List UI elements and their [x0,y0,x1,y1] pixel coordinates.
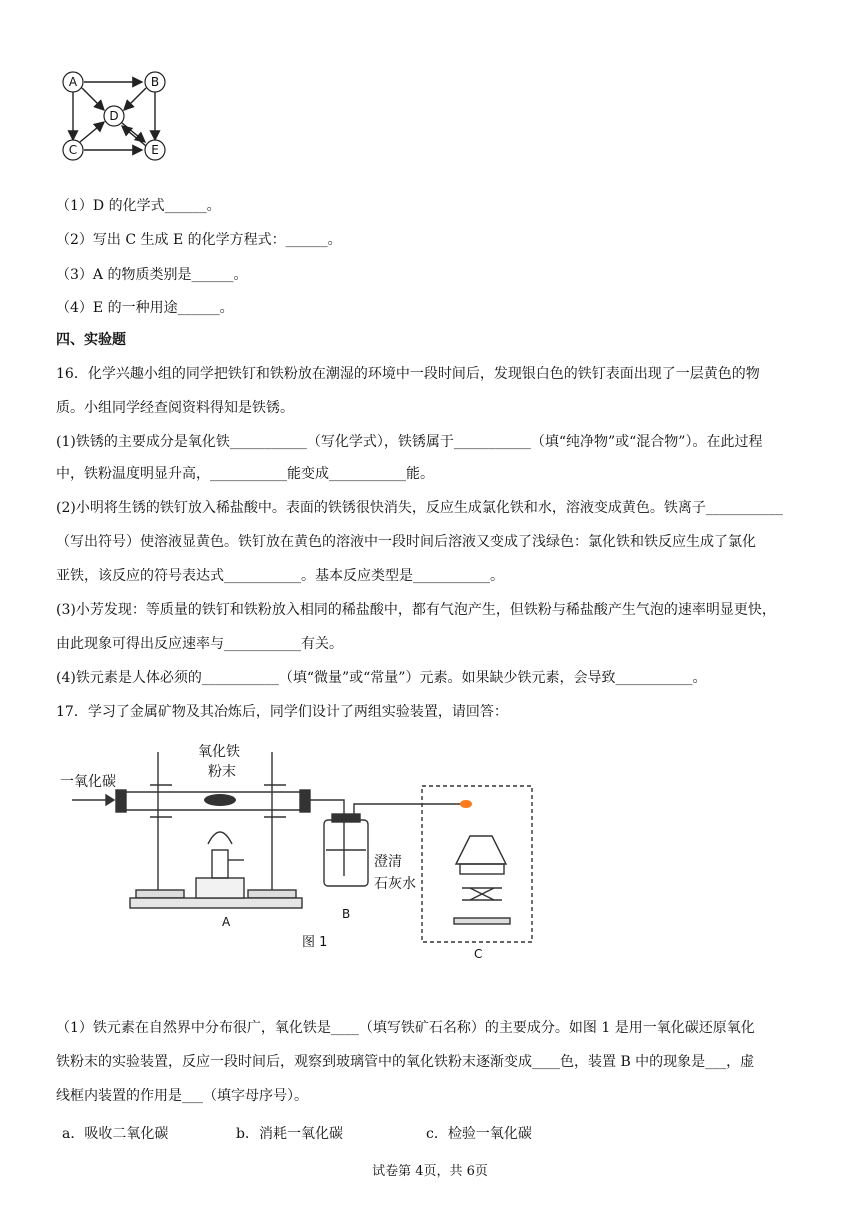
label-fe2o3-1: 氧化铁 [198,744,240,760]
label-fe2o3-2: 粉末 [208,764,236,780]
q15-item-3: （3）A 的物质类别是______。 [56,267,248,283]
node-d: D [109,109,119,123]
section-heading: 四、实验题 [56,332,126,348]
page-footer: 试卷第 4页，共 6页 [372,1164,488,1179]
q16-part4-line-1: (4)铁元素是人体必须的___________（填“微量”或“常量”）元素。如果缺少铁元素，会导致___________。 [56,670,707,686]
q17-part1-line-1: （1）铁元素在自然界中分布很广，氧化铁是____（填写铁矿石名称）的主要成分。如图 1 是用一氧化碳还原氧化 [56,1020,755,1036]
relationship-diagram [58,66,173,166]
apparatus-figure [58,740,538,968]
figure-caption: 图 1 [302,935,328,950]
q17-part1-line-3: 线框内装置的作用是___（填字母序号）。 [56,1088,308,1104]
option-c: c．检验一氧化碳 [426,1126,532,1142]
label-c: C [474,947,483,961]
label-limewater-2: 石灰水 [374,876,416,892]
q16-part3-line-1: (3)小芳发现：等质量的铁钉和铁粉放入相同的稀盐酸中，都有气泡产生，但铁粉与稀盐酸产生气泡的速率明显更快， [56,602,776,618]
q16-part3-line-2: 由此现象可得出反应速率与___________有关。 [56,636,343,652]
label-limewater-1: 澄清 [374,854,402,870]
label-a: A [222,915,231,929]
q16-part2-line-1: (2)小明将生锈的铁钉放入稀盐酸中。表面的铁锈很快消失，反应生成氯化铁和水，溶液变成黄色。铁离子___________ [56,500,783,516]
option-b: b．消耗一氧化碳 [236,1126,343,1142]
q17-intro: 17．学习了金属矿物及其冶炼后，同学们设计了两组实验装置，请回答： [56,704,508,720]
q17-part1-line-2: 铁粉末的实验装置，反应一段时间后，观察到玻璃管中的氧化铁粉末逐渐变成____色，装置 B 中的现象是___，虚 [56,1054,755,1070]
node-a: A [68,75,78,89]
q16-intro-line-2: 质。小组同学经查阅资料得知是铁锈。 [56,400,294,416]
node-b: B [150,75,160,89]
q15-item-1: （1）D 的化学式______。 [56,198,221,214]
q16-part2-line-3: 亚铁，该反应的符号表达式___________。基本反应类型是___________。 [56,568,504,584]
q16-part2-line-2: （写出符号）使溶液显黄色。铁钉放在黄色的溶液中一段时间后溶液又变成了浅绿色：氯化铁和铁反应生成了氯化 [56,534,756,550]
q16-part1-line-2: 中，铁粉温度明显升高，___________能变成___________能。 [56,466,434,482]
q16-intro-line-1: 16．化学兴趣小组的同学把铁钉和铁粉放在潮湿的环境中一段时间后，发现银白色的铁钉表面出现了一层黄色的物 [56,366,760,382]
q15-item-4: （4）E 的一种用途______。 [56,300,234,316]
q15-item-2: （2）写出 C 生成 E 的化学方程式：______。 [56,232,342,248]
node-c: C [68,143,78,157]
label-b: B [342,907,351,921]
label-co: 一氧化碳 [60,774,116,790]
q16-part1-line-1: (1)铁锈的主要成分是氧化铁___________（写化学式），铁锈属于___________（填“纯净物”或“混合物”）。在此过程 [56,434,763,450]
node-e: E [151,143,159,157]
option-a: a．吸收二氧化碳 [62,1126,169,1142]
